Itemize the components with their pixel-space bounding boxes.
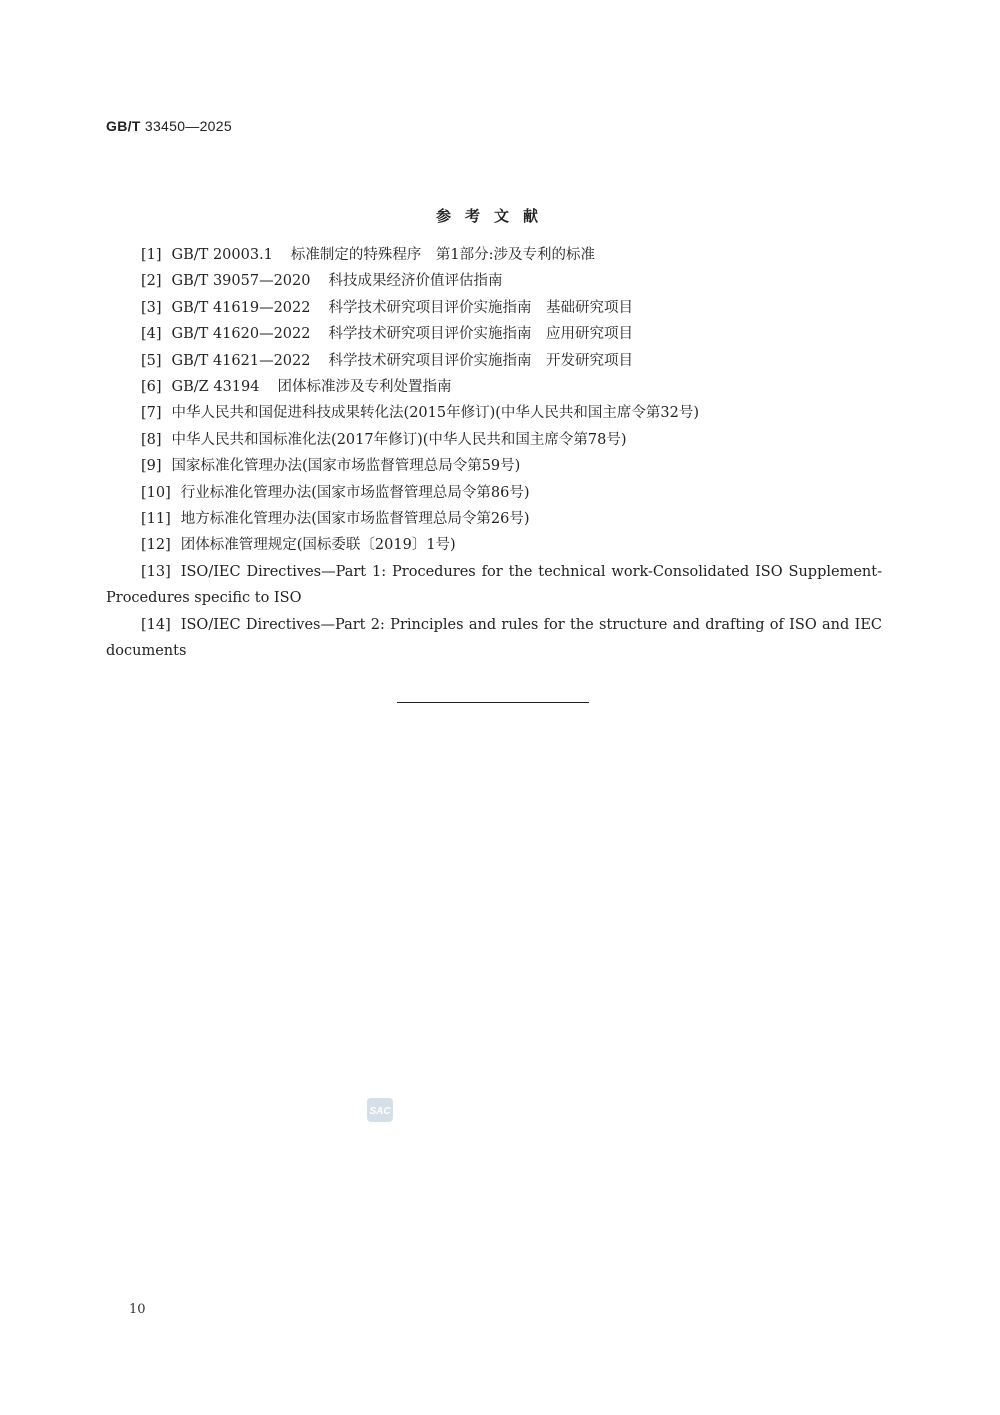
reference-item <box>106 374 882 400</box>
document-code-prefix: GB/T <box>106 118 141 134</box>
reference-title: 科学技术研究项目评价实施指南 基础研究项目 <box>328 299 633 316</box>
reference-item <box>106 453 882 479</box>
reference-title: 地方标准化管理办法(国家市场监督管理总局令第26号) <box>180 511 530 528</box>
reference-index: [10] <box>141 484 171 501</box>
reference-code: GB/T 41620—2022 <box>171 326 311 343</box>
reference-item <box>106 400 882 426</box>
reference-index: [6] <box>141 379 162 396</box>
reference-title: 标准制定的特殊程序 第1部分:涉及专利的标准 <box>290 247 596 263</box>
reference-item <box>106 480 882 506</box>
reference-item <box>106 295 882 321</box>
reference-index: [9] <box>141 458 162 475</box>
reference-index: [11] <box>141 511 171 528</box>
reference-title: 科学技术研究项目评价实施指南 开发研究项目 <box>328 352 633 369</box>
reference-item <box>106 612 882 665</box>
reference-title: ISO/IEC Directives—Part 1: Procedures for the technical work-Consolidated ISO Supplement- Procedures specific to ISO <box>106 563 882 607</box>
reference-item <box>106 506 882 532</box>
reference-title: 科技成果经济价值评估指南 <box>328 273 503 290</box>
page-number: 10 <box>129 1302 146 1317</box>
reference-index: [13] <box>141 563 171 580</box>
reference-item <box>106 532 882 558</box>
reference-code: GB/T 41621—2022 <box>171 352 311 369</box>
reference-index: [2] <box>141 273 162 290</box>
reference-index: [8] <box>141 431 162 448</box>
watermark-text: SAC <box>369 1106 391 1117</box>
reference-item <box>106 348 882 374</box>
reference-item <box>106 242 882 268</box>
reference-title: 行业标准化管理办法(国家市场监督管理总局令第86号) <box>180 484 530 501</box>
reference-item <box>106 427 882 453</box>
reference-index: [3] <box>141 299 162 316</box>
reference-title: ISO/IEC Directives—Part 2: Principles and rules for the structure and drafting of ISO and IEC documents <box>106 616 882 660</box>
reference-index: [14] <box>141 616 171 633</box>
reference-list <box>106 242 882 665</box>
reference-item <box>106 559 882 612</box>
reference-title: 团体标准涉及专利处置指南 <box>277 379 452 396</box>
reference-code: GB/Z 43194 <box>171 379 260 396</box>
reference-title: 中华人民共和国标准化法(2017年修订)(中华人民共和国主席令第78号) <box>171 431 627 448</box>
reference-code: GB/T 39057—2020 <box>171 273 311 290</box>
sac-watermark-logo <box>366 1097 394 1123</box>
reference-index: [1] <box>141 247 162 263</box>
reference-title: 中华人民共和国促进科技成果转化法(2015年修订)(中华人民共和国主席令第32号) <box>171 405 700 422</box>
reference-title: 国家标准化管理办法(国家市场监督管理总局令第59号) <box>171 458 521 475</box>
end-rule <box>397 702 589 703</box>
reference-item <box>106 321 882 347</box>
reference-title: 科学技术研究项目评价实施指南 应用研究项目 <box>328 326 633 343</box>
document-code-number: 33450—2025 <box>144 118 232 134</box>
section-title: 参考文献 <box>435 207 552 225</box>
reference-code: GB/T 41619—2022 <box>171 299 311 316</box>
reference-index: [7] <box>141 405 162 422</box>
reference-item <box>106 268 882 294</box>
reference-index: [12] <box>141 537 171 554</box>
reference-title: 团体标准管理规定(国标委联〔2019〕1号) <box>180 537 456 554</box>
document-code <box>106 118 232 134</box>
reference-code: GB/T 20003.1 <box>171 247 273 263</box>
reference-index: [4] <box>141 326 162 343</box>
reference-index: [5] <box>141 352 162 369</box>
